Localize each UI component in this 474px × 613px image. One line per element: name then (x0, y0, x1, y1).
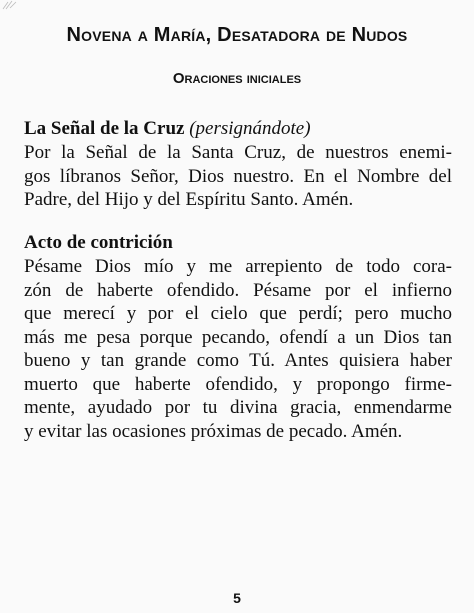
prayer-heading (24, 231, 452, 255)
text-line: Pésame Dios mío y me arrepiento de todo cora- (24, 256, 452, 277)
prayer-text (24, 255, 452, 443)
text-line: y evitar las ocasiones próximas de pecado. Amén. (24, 420, 403, 442)
text-line: muerto que haberte ofendido, y propongo firme- (24, 373, 452, 395)
text-line: Padre, del Hijo y del Espíritu Santo. Amén. (24, 189, 354, 210)
text-line: más me pesa porque pecando, ofendí a un Dios tan (24, 326, 452, 348)
section-title: Oraciones iniciales (172, 70, 302, 87)
prayer-heading (24, 117, 452, 141)
text-line: que merecí y por el cielo que perdí; pero mucho (24, 303, 452, 324)
book-title: Novena a María, Desatadora de Nudos (66, 24, 408, 46)
prayer-sign-of-cross (24, 117, 452, 212)
text-line: bueno y tan grande como Tú. Antes quisiera haber (24, 350, 452, 371)
prayer-text (24, 141, 452, 212)
prayer-act-of-contrition (24, 231, 452, 443)
scan-mark-icon (2, 0, 20, 10)
page-number: 5 (233, 590, 241, 606)
text-line: mente, ayudado por tu divina gracia, enmendarme (24, 397, 452, 418)
text-line: zón de haberte ofendido. Pésame por el infierno (24, 279, 452, 301)
prayer-title: La Señal de la Cruz (24, 118, 185, 139)
text-line: gos líbranos Señor, Dios nuestro. En el Nombre del (24, 165, 452, 187)
prayer-title: Acto de contrición (24, 232, 173, 253)
prayer-note: (persignándote) (189, 118, 311, 139)
text-line: Por la Señal de la Santa Cruz, de nuestros enemi- (24, 142, 452, 163)
